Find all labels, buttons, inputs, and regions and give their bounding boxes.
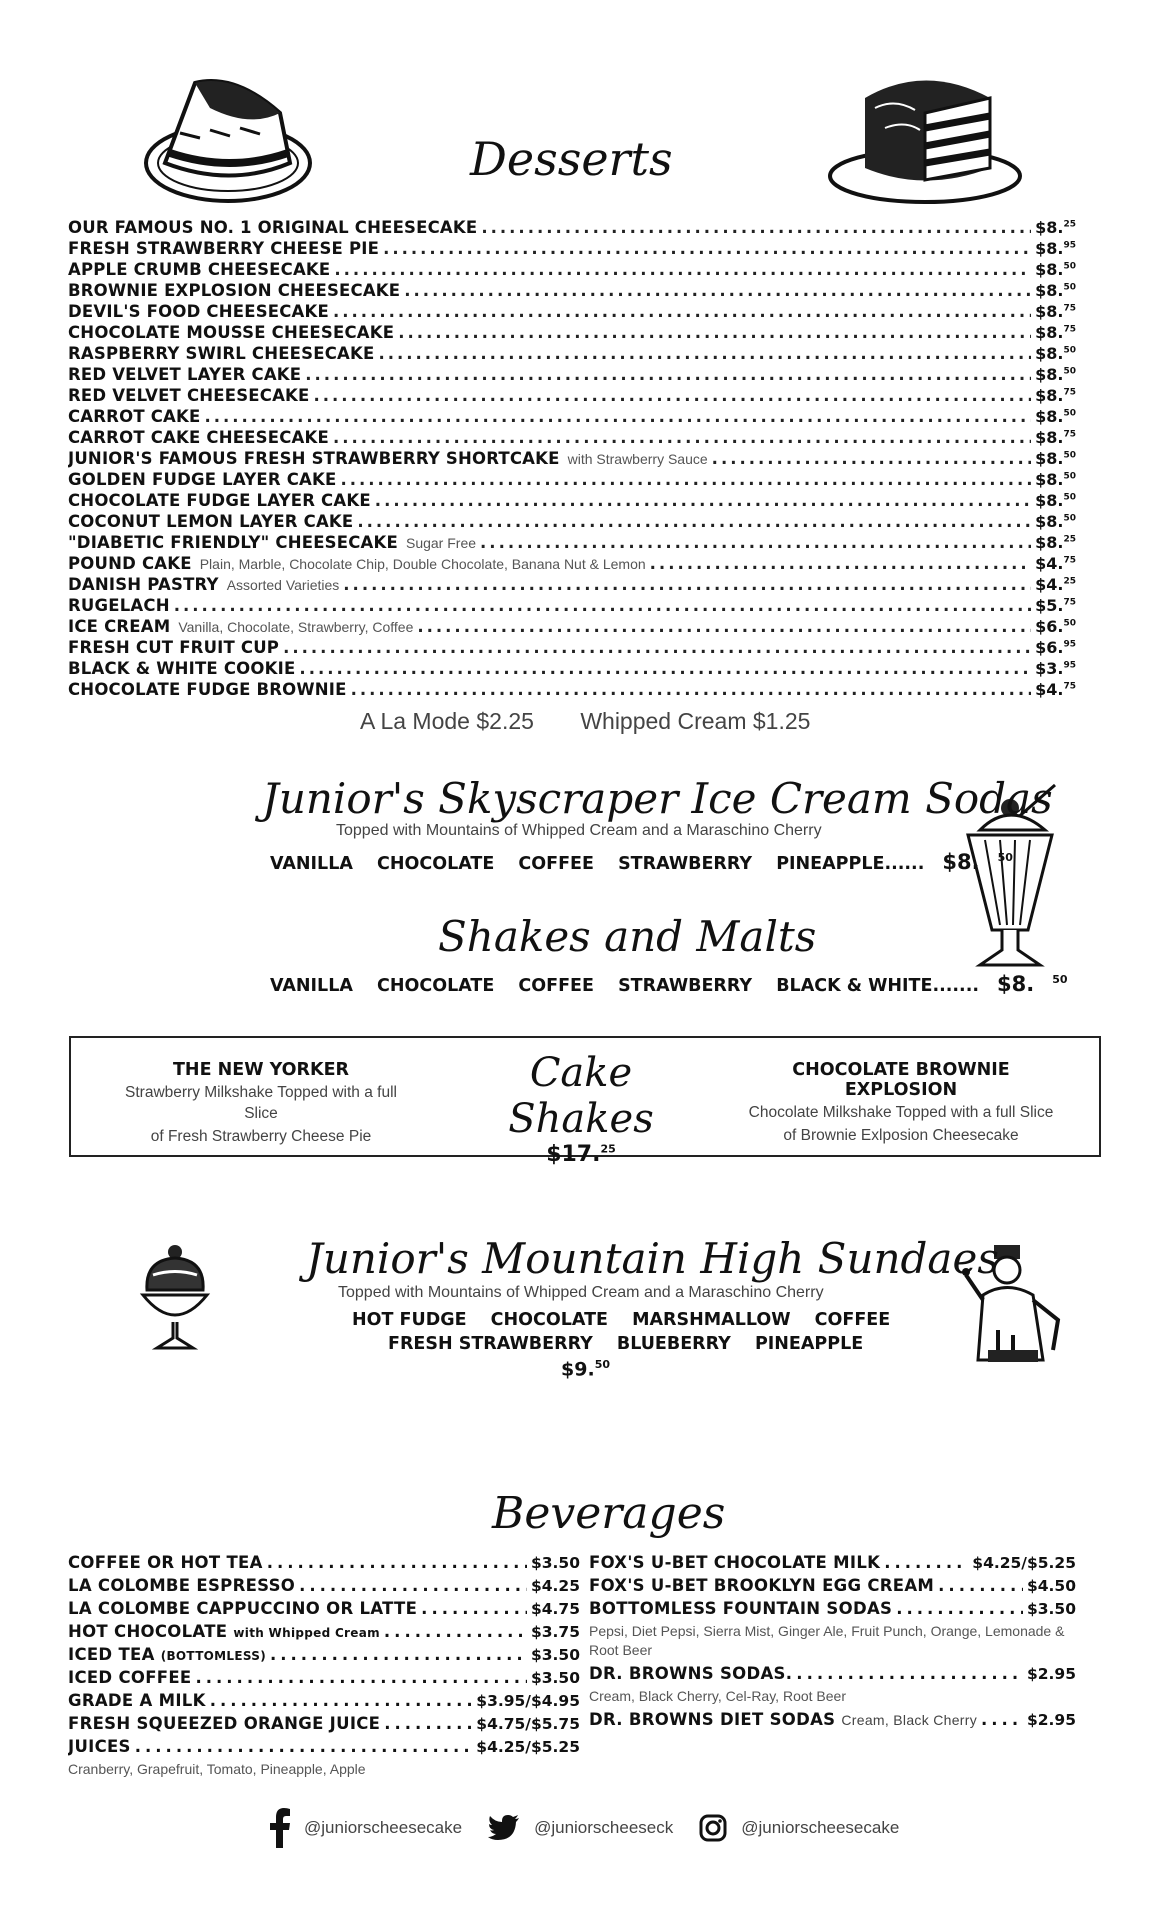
flavor: BLUEBERRY [616, 1334, 731, 1354]
item-note: Cranberry, Grapefruit, Tomato, Pineapple, Apple [68, 1761, 366, 1777]
beverages-left-column [68, 1553, 580, 1783]
item-name: APPLE CRUMB CHEESECAKE [68, 260, 331, 279]
sundaes-subtitle: Topped with Mountains of Whipped Cream and a Maraschino Cherry [338, 1284, 824, 1301]
leader-dots [270, 1645, 527, 1664]
item-price: $8.50 [1035, 281, 1076, 300]
item-price: $8.50 [1035, 344, 1076, 363]
leader-dots [796, 1664, 1023, 1683]
item-name: RED VELVET CHEESECAKE [68, 386, 310, 405]
beverage-row [589, 1710, 1076, 1733]
item-price: $3.95 [1035, 659, 1076, 678]
item-name: BOTTOMLESS FOUNTAIN SODAS [589, 1599, 893, 1618]
beverage-row [589, 1599, 1076, 1622]
item-name: GRADE A MILK [68, 1691, 206, 1710]
leader-dots [283, 638, 1031, 657]
facebook-handle[interactable]: @juniorscheesecake [304, 1818, 463, 1837]
shake-description: of Fresh Strawberry Cheese Pie [150, 1128, 372, 1145]
item-price: $8.50 [1035, 365, 1076, 384]
item-name: FRESH CUT FRUIT CUP [68, 638, 280, 657]
dessert-row [68, 407, 1076, 428]
leader-dots [267, 1553, 527, 1572]
item-qualifier: Cream, Black Cherry [841, 1712, 978, 1728]
a-la-mode-price: A La Mode $2.25 [360, 708, 534, 734]
item-name: DR. BROWNS DIET SODAS Cream, Black Cherry [589, 1710, 978, 1729]
leader-dots [896, 1599, 1023, 1618]
leader-dots [204, 407, 1031, 426]
item-name: POUND CAKE [68, 554, 192, 573]
leader-dots [938, 1576, 1023, 1595]
dessert-list [68, 218, 1076, 701]
dessert-row [68, 596, 1076, 617]
shake-description: Chocolate Milkshake Topped with a full Slice [748, 1104, 1054, 1121]
item-note: Cream, Black Cherry, Cel-Ray, Root Beer [589, 1688, 846, 1704]
item-name: FOX'S U-BET CHOCOLATE MILK [589, 1553, 881, 1572]
item-price: $4.25/$5.25 [476, 1738, 580, 1756]
item-price: $8.50 [1035, 449, 1076, 468]
item-name: COFFEE OR HOT TEA [68, 1553, 263, 1572]
beverage-row [68, 1668, 580, 1691]
item-name: HOT CHOCOLATE with Whipped Cream [68, 1622, 380, 1641]
item-name: LA COLOMBE ESPRESSO [68, 1576, 296, 1595]
item-price: $3.50 [530, 1554, 580, 1572]
shake-name: CHOCOLATE BROWNIE EXPLOSION [792, 1060, 1010, 1100]
leader-dots [351, 680, 1032, 699]
item-name: RUGELACH [68, 596, 170, 615]
item-name: ICE CREAM [68, 617, 171, 636]
item-price: $8.50 [1035, 512, 1076, 531]
addon-prices [360, 708, 850, 735]
item-name: CHOCOLATE FUDGE BROWNIE [68, 680, 347, 699]
leader-dots [384, 1714, 472, 1733]
leader-dots [333, 302, 1031, 321]
item-qualifier: (BOTTOMLESS) [160, 1649, 266, 1663]
cake-shakes-title: Cake Shakes [508, 1050, 654, 1142]
item-name: JUNIOR'S FAMOUS FRESH STRAWBERRY SHORTCAKE [68, 449, 560, 468]
leader-dots [417, 617, 1031, 636]
flavor: STRAWBERRY [618, 976, 753, 996]
leader-dots [305, 365, 1031, 384]
beverage-row [589, 1553, 1076, 1576]
item-name: FRESH SQUEEZED ORANGE JUICE [68, 1714, 381, 1733]
instagram-icon[interactable] [699, 1814, 727, 1842]
dessert-row [68, 281, 1076, 302]
item-price: $8.50 [1035, 407, 1076, 426]
item-price: $4.75/$5.75 [476, 1715, 580, 1733]
flavor: CHOCOLATE [377, 976, 495, 996]
item-price: $4.50 [1026, 1577, 1076, 1595]
whipped-cream-price: Whipped Cream $1.25 [580, 708, 811, 734]
flavor: COFFEE [518, 854, 594, 874]
flavor: BLACK & WHITE [776, 976, 933, 996]
leader-dots [299, 1576, 527, 1595]
leader-dots [981, 1710, 1023, 1729]
cake-shakes-price: $17.25 [546, 1142, 616, 1167]
item-name: FRESH STRAWBERRY CHEESE PIE [68, 239, 380, 258]
leader-dots [481, 218, 1031, 237]
leader-dots [712, 449, 1031, 468]
item-price: $8.50 [1035, 491, 1076, 510]
flavor: COFFEE [518, 976, 594, 996]
item-price: $8.75 [1035, 386, 1076, 405]
leader-dots [334, 260, 1031, 279]
new-yorker-shake [111, 1060, 411, 1147]
item-price: $8.95 [1035, 239, 1076, 258]
item-price: $8.50 [1035, 470, 1076, 489]
beverage-row [68, 1691, 580, 1714]
leader-dots [398, 323, 1031, 342]
leader-dots [357, 512, 1031, 531]
item-name: ICED TEA (BOTTOMLESS) [68, 1645, 266, 1664]
beverage-row [68, 1714, 580, 1737]
flavor: PINEAPPLE [776, 854, 885, 874]
leader-dots [480, 533, 1031, 552]
facebook-icon[interactable] [270, 1808, 290, 1848]
price-dots: ...... [884, 854, 925, 874]
shake-name: THE NEW YORKER [172, 1060, 350, 1080]
item-note: Pepsi, Diet Pepsi, Sierra Mist, Ginger Ale, Fruit Punch, Orange, Lemonade & Root Beer [589, 1623, 1065, 1658]
beverage-row [68, 1622, 580, 1645]
sodas-subtitle: Topped with Mountains of Whipped Cream and a Maraschino Cherry [336, 822, 822, 839]
leader-dots [135, 1737, 473, 1756]
beverage-row [589, 1664, 1076, 1687]
item-name: "DIABETIC FRIENDLY" CHEESECAKE [68, 533, 398, 552]
dessert-row [68, 386, 1076, 407]
leader-dots [383, 239, 1031, 258]
item-name: RED VELVET LAYER CAKE [68, 365, 302, 384]
social-links [270, 1808, 925, 1848]
item-price: $8.25 [1035, 218, 1076, 237]
flavor: MARSHMALLOW [632, 1310, 791, 1330]
cheesecake-slice-illustration [140, 68, 315, 208]
sodas-title: Junior's Skyscraper Ice Cream Sodas [262, 774, 1053, 823]
leader-dots [314, 386, 1032, 405]
beverage-row [68, 1645, 580, 1668]
flavor: COFFEE [814, 1310, 891, 1330]
item-price: $4.25 [530, 1577, 580, 1595]
item-price: $4.75 [1035, 554, 1076, 573]
leader-dots [378, 344, 1031, 363]
dessert-row [68, 323, 1076, 344]
dessert-row [68, 239, 1076, 260]
leader-dots [650, 554, 1031, 573]
shakes-flavors [270, 972, 1086, 996]
dessert-row [68, 575, 1076, 596]
flavor: PINEAPPLE [754, 1334, 864, 1354]
shakes-price: $8. $^{50}$ [997, 972, 1068, 996]
sodas-flavors [270, 850, 1031, 874]
dessert-row [68, 218, 1076, 239]
item-qualifier: with Whipped Cream [233, 1626, 380, 1640]
item-price: $3.95/$4.95 [476, 1692, 580, 1710]
beverage-row [68, 1737, 580, 1760]
item-price: $4.25/$5.25 [972, 1554, 1076, 1572]
item-name: GOLDEN FUDGE LAYER CAKE [68, 470, 337, 489]
item-name: COCONUT LEMON LAYER CAKE [68, 512, 354, 531]
leader-dots [210, 1691, 473, 1710]
leader-dots [299, 659, 1031, 678]
sundae-illustration [135, 1240, 215, 1355]
price-dots: ....... [932, 976, 979, 996]
leader-dots [343, 575, 1031, 594]
desserts-title: Desserts [470, 132, 673, 186]
dessert-row [68, 512, 1076, 533]
leader-dots [174, 596, 1031, 615]
item-price: $6.95 [1035, 638, 1076, 657]
layer-cake-illustration [825, 68, 1025, 208]
flavor: HOT FUDGE [352, 1310, 467, 1330]
item-price: $2.95 [1026, 1665, 1076, 1683]
shake-description: Strawberry Milkshake Topped with a full Slice [125, 1084, 397, 1122]
leader-dots [884, 1553, 968, 1572]
flavor: CHOCOLATE [377, 854, 495, 874]
twitter-icon[interactable] [488, 1814, 520, 1842]
item-name: DR. BROWNS SODAS. [589, 1664, 793, 1683]
leader-dots [333, 428, 1031, 447]
item-price: $6.50 [1035, 617, 1076, 636]
item-price: $3.50 [1026, 1600, 1076, 1618]
item-description: Sugar Free [405, 535, 477, 551]
item-description: Assorted Varieties [226, 577, 340, 593]
dessert-row [68, 617, 1076, 638]
item-price: $5.75 [1035, 596, 1076, 615]
dessert-row [68, 344, 1076, 365]
item-price: $2.95 [1026, 1711, 1076, 1729]
flavor: FRESH STRAWBERRY [388, 1334, 593, 1354]
dessert-row [68, 659, 1076, 680]
item-name: OUR FAMOUS NO. 1 ORIGINAL CHEESECAKE [68, 218, 478, 237]
beverage-row [68, 1553, 580, 1576]
cake-shakes-box [69, 1036, 1101, 1167]
item-description: with Strawberry Sauce [567, 451, 708, 467]
beverage-row [589, 1576, 1076, 1599]
item-price: $8.75 [1035, 428, 1076, 447]
item-name: JUICES [68, 1737, 131, 1756]
item-name: FOX'S U-BET BROOKLYN EGG CREAM [589, 1576, 935, 1595]
item-price: $8.50 [1035, 260, 1076, 279]
dessert-row [68, 533, 1076, 554]
dessert-row [68, 554, 1076, 575]
brownie-explosion-shake [736, 1060, 1066, 1146]
leader-dots [421, 1599, 527, 1618]
twitter-handle[interactable]: @juniorscheeseck [534, 1818, 674, 1837]
leader-dots [375, 491, 1031, 510]
item-name: DANISH PASTRY [68, 575, 219, 594]
cake-shakes-center [461, 1050, 701, 1167]
dessert-row [68, 365, 1076, 386]
item-name: DEVIL'S FOOD CHEESECAKE [68, 302, 329, 321]
sundaes-title: Junior's Mountain High Sundaes [306, 1234, 999, 1283]
dessert-row [68, 302, 1076, 323]
dessert-row [68, 491, 1076, 512]
flavor: CHOCOLATE [490, 1310, 608, 1330]
dessert-row [68, 470, 1076, 491]
item-name: RASPBERRY SWIRL CHEESECAKE [68, 344, 375, 363]
sodas-price: $8. $^{50}$ [942, 850, 1013, 874]
item-name: ICED COFFEE [68, 1668, 192, 1687]
shakes-title: Shakes and Malts [438, 912, 817, 961]
item-price: $3.50 [530, 1646, 580, 1664]
flavor: STRAWBERRY [618, 854, 753, 874]
dessert-row [68, 680, 1076, 701]
sundaes-flavors-row1 [352, 1310, 908, 1330]
item-price: $4.75 [530, 1600, 580, 1618]
dessert-row [68, 260, 1076, 281]
beverages-title: Beverages [492, 1488, 726, 1539]
item-price: $4.25 [1035, 575, 1076, 594]
item-description: Plain, Marble, Chocolate Chip, Double Chocolate, Banana Nut & Lemon [199, 556, 646, 572]
flavor: VANILLA [270, 854, 353, 874]
leader-dots [340, 470, 1031, 489]
item-description: Vanilla, Chocolate, Strawberry, Coffee [178, 619, 414, 635]
beverages-right-column [589, 1553, 1076, 1733]
item-price: $8.75 [1035, 302, 1076, 321]
dessert-row [68, 449, 1076, 470]
item-price: $3.50 [530, 1669, 580, 1687]
item-price: $8.25 [1035, 533, 1076, 552]
shake-description: of Brownie Exlposion Cheesecake [783, 1127, 1019, 1144]
dessert-row [68, 428, 1076, 449]
leader-dots [404, 281, 1031, 300]
item-price: $4.75 [1035, 680, 1076, 699]
item-name: BLACK & WHITE COOKIE [68, 659, 296, 678]
flavor: VANILLA [270, 976, 353, 996]
item-price: $8.75 [1035, 323, 1076, 342]
leader-dots [195, 1668, 526, 1687]
instagram-handle[interactable]: @juniorscheesecake [741, 1818, 900, 1837]
item-name: CARROT CAKE [68, 407, 201, 426]
sundaes-price: $9.50 [561, 1358, 610, 1381]
item-name: CARROT CAKE CHEESECAKE [68, 428, 329, 447]
sundaes-flavors-row2 [388, 1334, 881, 1354]
item-name: BROWNIE EXPLOSION CHEESECAKE [68, 281, 401, 300]
item-price: $3.75 [530, 1623, 580, 1641]
leader-dots [384, 1622, 527, 1641]
dessert-row [68, 638, 1076, 659]
beverage-row [68, 1599, 580, 1622]
item-name: CHOCOLATE FUDGE LAYER CAKE [68, 491, 371, 510]
beverage-row [68, 1576, 580, 1599]
item-name: CHOCOLATE MOUSSE CHEESECAKE [68, 323, 395, 342]
item-name: LA COLOMBE CAPPUCCINO OR LATTE [68, 1599, 418, 1618]
